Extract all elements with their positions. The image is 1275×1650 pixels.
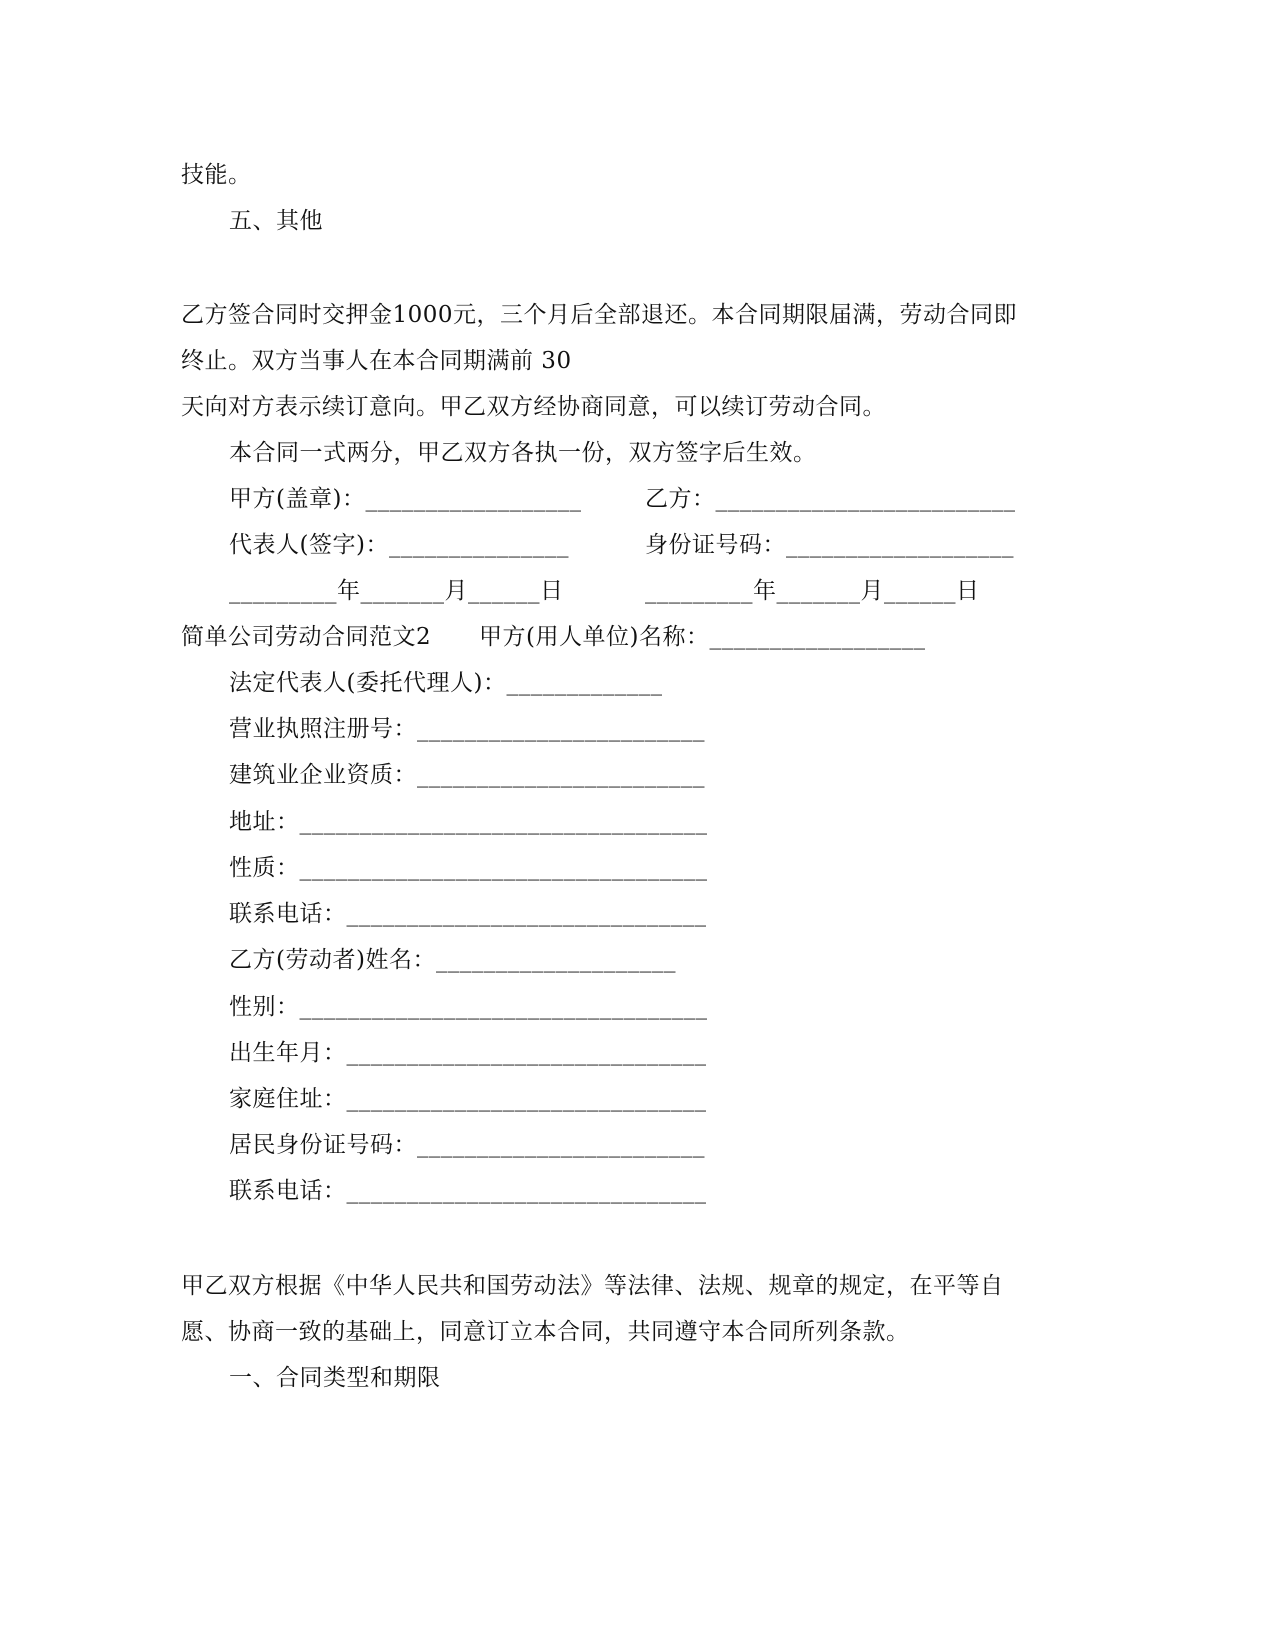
party-a-seal-field: 甲方(盖章)：__________________	[229, 486, 582, 512]
date-right-field: _________年_______月______日	[645, 578, 980, 604]
id-number-field: 身份证号码：___________________	[645, 532, 1014, 558]
template-2-title: 简单公司劳动合同范文2	[181, 624, 432, 650]
section-1-heading: 一、合同类型和期限	[229, 1365, 441, 1391]
home-address-field: 家庭住址：______________________________	[229, 1086, 707, 1112]
birth-date-field: 出生年月：______________________________	[229, 1040, 707, 1066]
gender-field: 性别：__________________________________	[229, 994, 708, 1020]
copies-paragraph: 本合同一式两分，甲乙双方各执一份，双方签字后生效。	[229, 440, 817, 466]
preamble-line-2: 愿、协商一致的基础上，同意订立本合同，共同遵守本合同所列条款。	[181, 1319, 910, 1345]
representative-signature-field: 代表人(签字)：_______________	[229, 532, 569, 558]
resident-id-field: 居民身份证号码：________________________	[229, 1132, 705, 1158]
nature-field: 性质：__________________________________	[229, 855, 708, 881]
business-license-field: 营业执照注册号：________________________	[229, 716, 705, 742]
section-5-heading: 五、其他	[229, 208, 323, 234]
legal-representative-field: 法定代表人(委托代理人)：_____________	[229, 670, 663, 696]
date-left-field: _________年_______月______日	[229, 578, 564, 604]
continuation-text: 技能。	[181, 162, 252, 188]
employer-phone-field: 联系电话：______________________________	[229, 901, 707, 927]
employee-name-field: 乙方(劳动者)姓名：____________________	[229, 947, 676, 973]
preamble-line-1: 甲乙双方根据《中华人民共和国劳动法》等法律、法规、规章的规定，在平等自	[181, 1273, 1004, 1299]
employer-name-field: 甲方(用人单位)名称：__________________	[479, 624, 926, 650]
deposit-paragraph-line-1: 乙方签合同时交押金1000元，三个月后全部退还。本合同期限届满，劳动合同即	[181, 302, 1018, 328]
deposit-paragraph-line-3: 天向对方表示续订意向。甲乙双方经协商同意，可以续订劳动合同。	[181, 394, 886, 420]
qualification-field: 建筑业企业资质：________________________	[229, 762, 705, 788]
deposit-paragraph-line-2: 终止。双方当事人在本合同期满前 30	[181, 348, 572, 374]
employee-phone-field: 联系电话：______________________________	[229, 1178, 707, 1204]
address-field: 地址：__________________________________	[229, 809, 708, 835]
party-b-field: 乙方：_________________________	[645, 486, 1016, 512]
